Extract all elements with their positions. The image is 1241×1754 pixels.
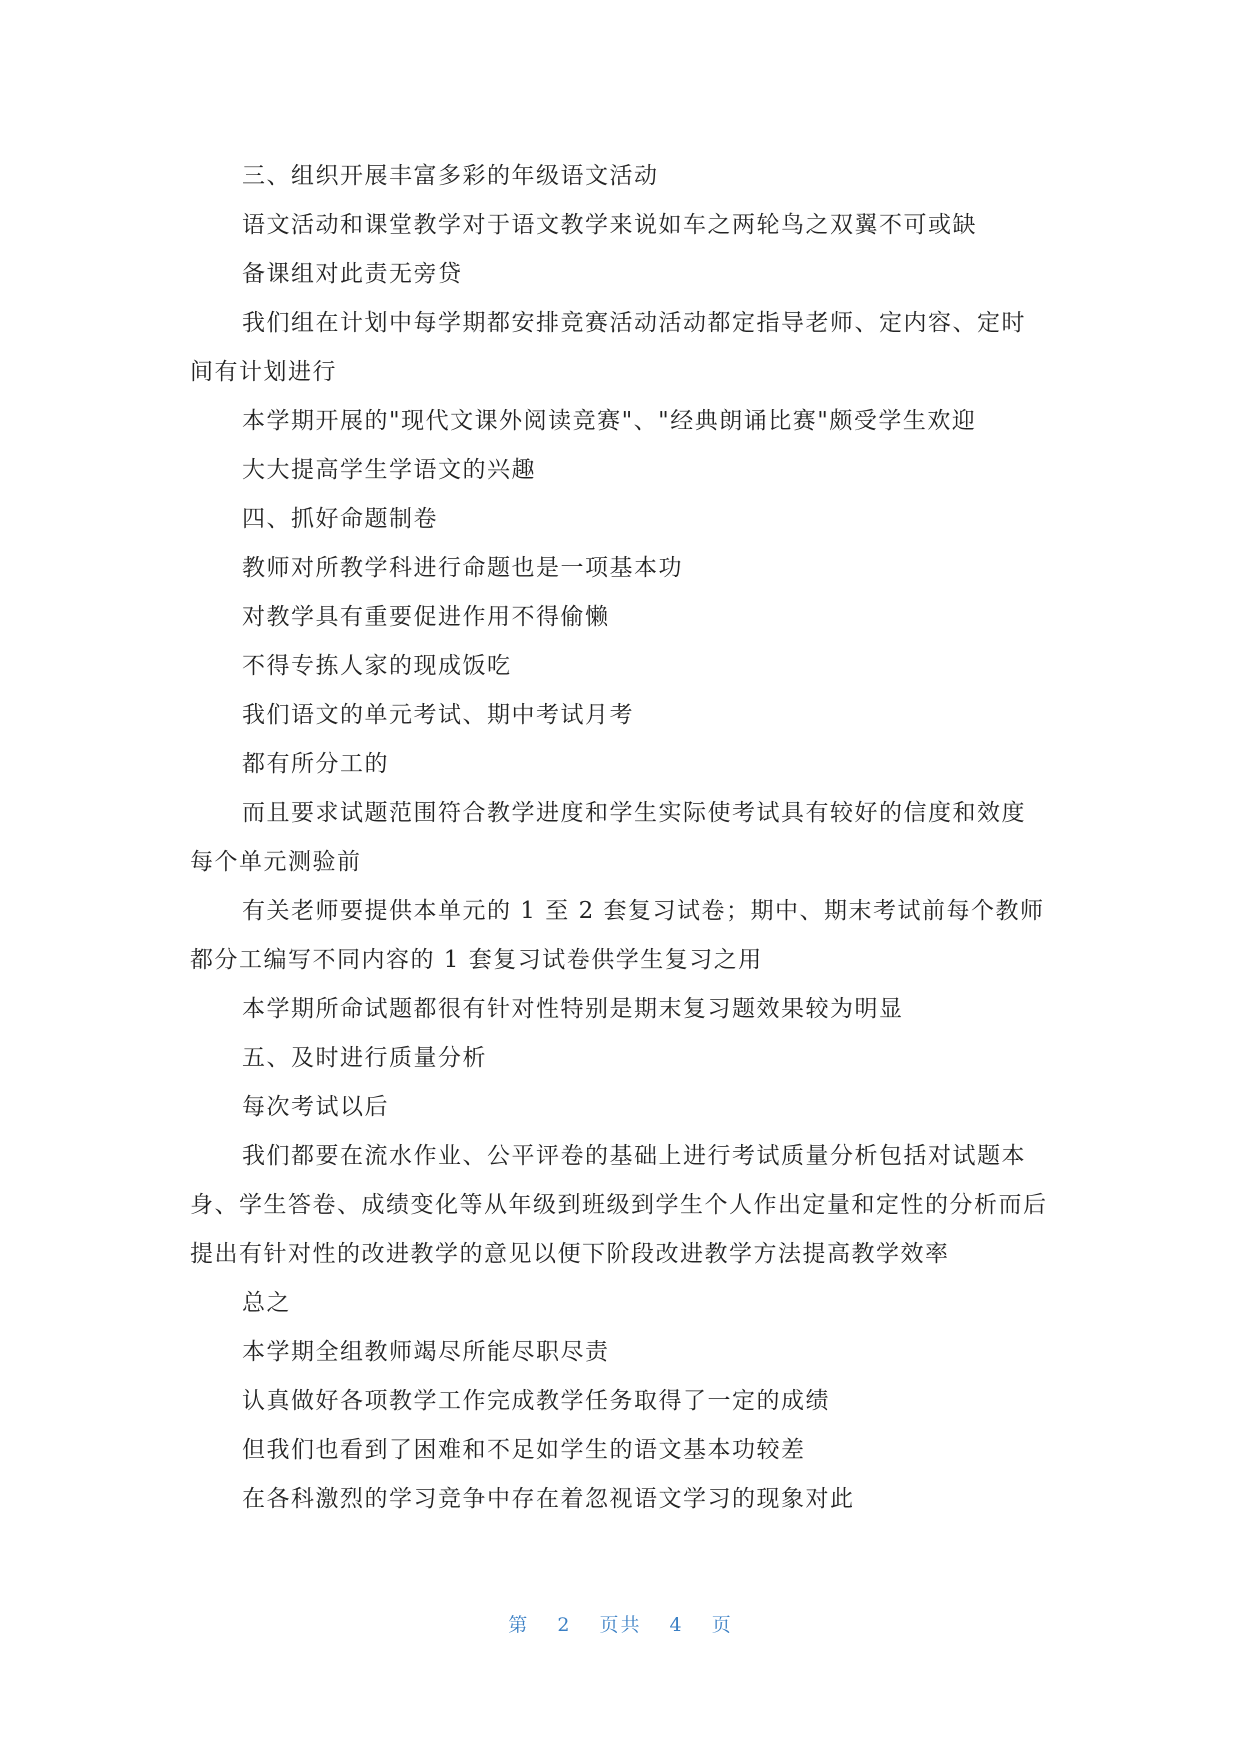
paragraph: 本学期所命试题都很有针对性特别是期末复习题效果较为明显 <box>242 996 904 1022</box>
paragraph: 本学期全组教师竭尽所能尽职尽责 <box>242 1339 610 1365</box>
paragraph: 每次考试以后 <box>242 1094 389 1120</box>
document-body <box>190 152 1050 1524</box>
footer-current-page: 2 <box>557 1614 572 1636</box>
paragraph: 我们都要在流水作业、公平评卷的基础上进行考试质量分析包括对试题本身、学生答卷、成绩变化等从年级到班级到学生个人作出定量和定性的分析而后提出有针对性的改进教学的意见以便下阶段改进教学方法提高教学效率 <box>190 1143 1048 1267</box>
paragraph: 我们语文的单元考试、期中考试月考 <box>242 702 634 728</box>
paragraph: 对教学具有重要促进作用不得偷懒 <box>242 604 610 630</box>
paragraph: 本学期开展的"现代文课外阅读竞赛"、"经典朗诵比赛"颇受学生欢迎 <box>242 408 977 434</box>
paragraph: 都有所分工的 <box>242 751 389 777</box>
paragraph: 但我们也看到了困难和不足如学生的语文基本功较差 <box>242 1437 806 1463</box>
paragraph: 在各科激烈的学习竞争中存在着忽视语文学习的现象对此 <box>242 1486 855 1512</box>
paragraph: 总之 <box>242 1290 291 1316</box>
paragraph: 大大提高学生学语文的兴趣 <box>242 457 536 483</box>
paragraph: 认真做好各项教学工作完成教学任务取得了一定的成绩 <box>242 1388 830 1414</box>
page-footer <box>0 1610 1241 1637</box>
paragraph: 语文活动和课堂教学对于语文教学来说如车之两轮鸟之双翼不可或缺 <box>242 212 977 238</box>
footer-suffix: 页 <box>711 1614 733 1636</box>
paragraph: 有关老师要提供本单元的 1 至 2 套复习试卷；期中、期末考试前每个教师都分工编写不同内容的 1 套复习试卷供学生复习之用 <box>190 898 1045 973</box>
paragraph: 备课组对此责无旁贷 <box>242 261 463 287</box>
paragraph: 教师对所教学科进行命题也是一项基本功 <box>242 555 683 581</box>
paragraph: 五、及时进行质量分析 <box>242 1045 487 1071</box>
footer-total-pages: 4 <box>669 1614 684 1636</box>
paragraph: 我们组在计划中每学期都安排竞赛活动活动都定指导老师、定内容、定时间有计划进行 <box>190 310 1026 385</box>
paragraph: 四、抓好命题制卷 <box>242 506 438 532</box>
paragraph: 而且要求试题范围符合教学进度和学生实际使考试具有较好的信度和效度每个单元测验前 <box>190 800 1026 875</box>
paragraph: 三、组织开展丰富多彩的年级语文活动 <box>242 163 659 189</box>
paragraph: 不得专拣人家的现成饭吃 <box>242 653 512 679</box>
footer-middle: 页共 <box>599 1614 642 1636</box>
footer-prefix: 第 <box>508 1614 530 1636</box>
